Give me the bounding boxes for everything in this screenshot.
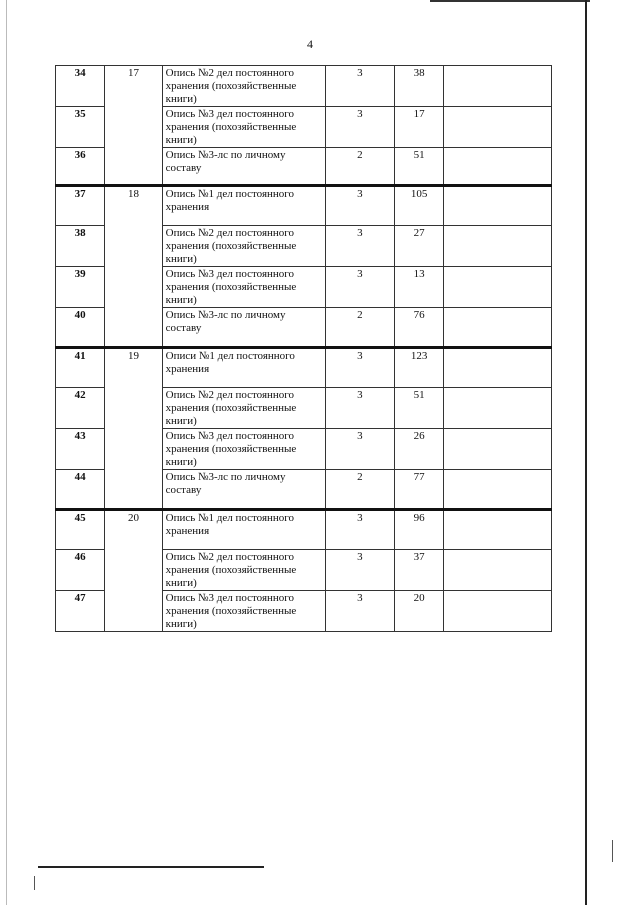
copies-count: 3: [325, 510, 394, 550]
note-cell: [444, 186, 552, 226]
copies-count: 2: [325, 148, 394, 186]
items-count: 123: [395, 348, 444, 388]
items-count: 17: [395, 107, 444, 148]
fund-number: 17: [105, 66, 162, 186]
copies-count: 3: [325, 388, 394, 429]
row-number: 36: [56, 148, 105, 186]
note-cell: [444, 470, 552, 510]
inventory-title: Опись №3-лс по личному составу: [162, 308, 325, 348]
inventory-table: [55, 65, 552, 632]
inventory-title: Опись №3-лс по личному составу: [162, 148, 325, 186]
inventory-title: Опись №2 дел постоянного хранения (похозяйственные книги): [162, 388, 325, 429]
note-cell: [444, 550, 552, 591]
row-number: 34: [56, 66, 105, 107]
scan-edge-left: [6, 0, 7, 905]
inventory-title: Опись №2 дел постоянного хранения (похозяйственные книги): [162, 550, 325, 591]
copies-count: 3: [325, 267, 394, 308]
items-count: 105: [395, 186, 444, 226]
note-cell: [444, 267, 552, 308]
copies-count: 3: [325, 429, 394, 470]
row-number: 35: [56, 107, 105, 148]
scan-edge-right: [585, 0, 587, 905]
note-cell: [444, 591, 552, 632]
inventory-table-body: [56, 66, 552, 632]
note-cell: [444, 388, 552, 429]
inventory-title: Опись №3 дел постоянного хранения (похозяйственные книги): [162, 267, 325, 308]
copies-count: 2: [325, 470, 394, 510]
row-number: 44: [56, 470, 105, 510]
fund-number: 20: [105, 510, 162, 632]
items-count: 76: [395, 308, 444, 348]
scan-speck: [612, 840, 613, 862]
copies-count: 3: [325, 186, 394, 226]
row-number: 41: [56, 348, 105, 388]
table-row: [56, 186, 552, 226]
items-count: 27: [395, 226, 444, 267]
row-number: 37: [56, 186, 105, 226]
table-row: [56, 66, 552, 107]
note-cell: [444, 308, 552, 348]
items-count: 38: [395, 66, 444, 107]
page-number: 4: [307, 37, 313, 51]
row-number: 39: [56, 267, 105, 308]
items-count: 96: [395, 510, 444, 550]
copies-count: 3: [325, 550, 394, 591]
table-row: [56, 348, 552, 388]
fund-number: 18: [105, 186, 162, 348]
inventory-title: Опись №2 дел постоянного хранения (похозяйственные книги): [162, 66, 325, 107]
items-count: 13: [395, 267, 444, 308]
row-number: 47: [56, 591, 105, 632]
copies-count: 3: [325, 591, 394, 632]
copies-count: 3: [325, 348, 394, 388]
items-count: 51: [395, 148, 444, 186]
inventory-title: Опись №1 дел постоянного хранения: [162, 186, 325, 226]
copies-count: 2: [325, 308, 394, 348]
items-count: 37: [395, 550, 444, 591]
note-cell: [444, 107, 552, 148]
inventory-title: Опись №3 дел постоянного хранения (похозяйственные книги): [162, 107, 325, 148]
row-number: 38: [56, 226, 105, 267]
items-count: 77: [395, 470, 444, 510]
note-cell: [444, 348, 552, 388]
items-count: 20: [395, 591, 444, 632]
bottom-rule: [38, 866, 264, 868]
row-number: 42: [56, 388, 105, 429]
note-cell: [444, 429, 552, 470]
inventory-title: Описи №1 дел постоянного хранения: [162, 348, 325, 388]
items-count: 26: [395, 429, 444, 470]
row-number: 43: [56, 429, 105, 470]
inventory-title: Опись №3-лс по личному составу: [162, 470, 325, 510]
inventory-title: Опись №1 дел постоянного хранения: [162, 510, 325, 550]
scan-edge-top: [430, 0, 590, 2]
inventory-title: Опись №3 дел постоянного хранения (похозяйственные книги): [162, 429, 325, 470]
fund-number: 19: [105, 348, 162, 510]
note-cell: [444, 66, 552, 107]
note-cell: [444, 148, 552, 186]
items-count: 51: [395, 388, 444, 429]
table-row: [56, 510, 552, 550]
copies-count: 3: [325, 66, 394, 107]
row-number: 45: [56, 510, 105, 550]
copies-count: 3: [325, 107, 394, 148]
row-number: 46: [56, 550, 105, 591]
scan-speck: [34, 876, 35, 890]
inventory-title: Опись №3 дел постоянного хранения (похозяйственные книги): [162, 591, 325, 632]
note-cell: [444, 510, 552, 550]
note-cell: [444, 226, 552, 267]
row-number: 40: [56, 308, 105, 348]
copies-count: 3: [325, 226, 394, 267]
inventory-title: Опись №2 дел постоянного хранения (похозяйственные книги): [162, 226, 325, 267]
